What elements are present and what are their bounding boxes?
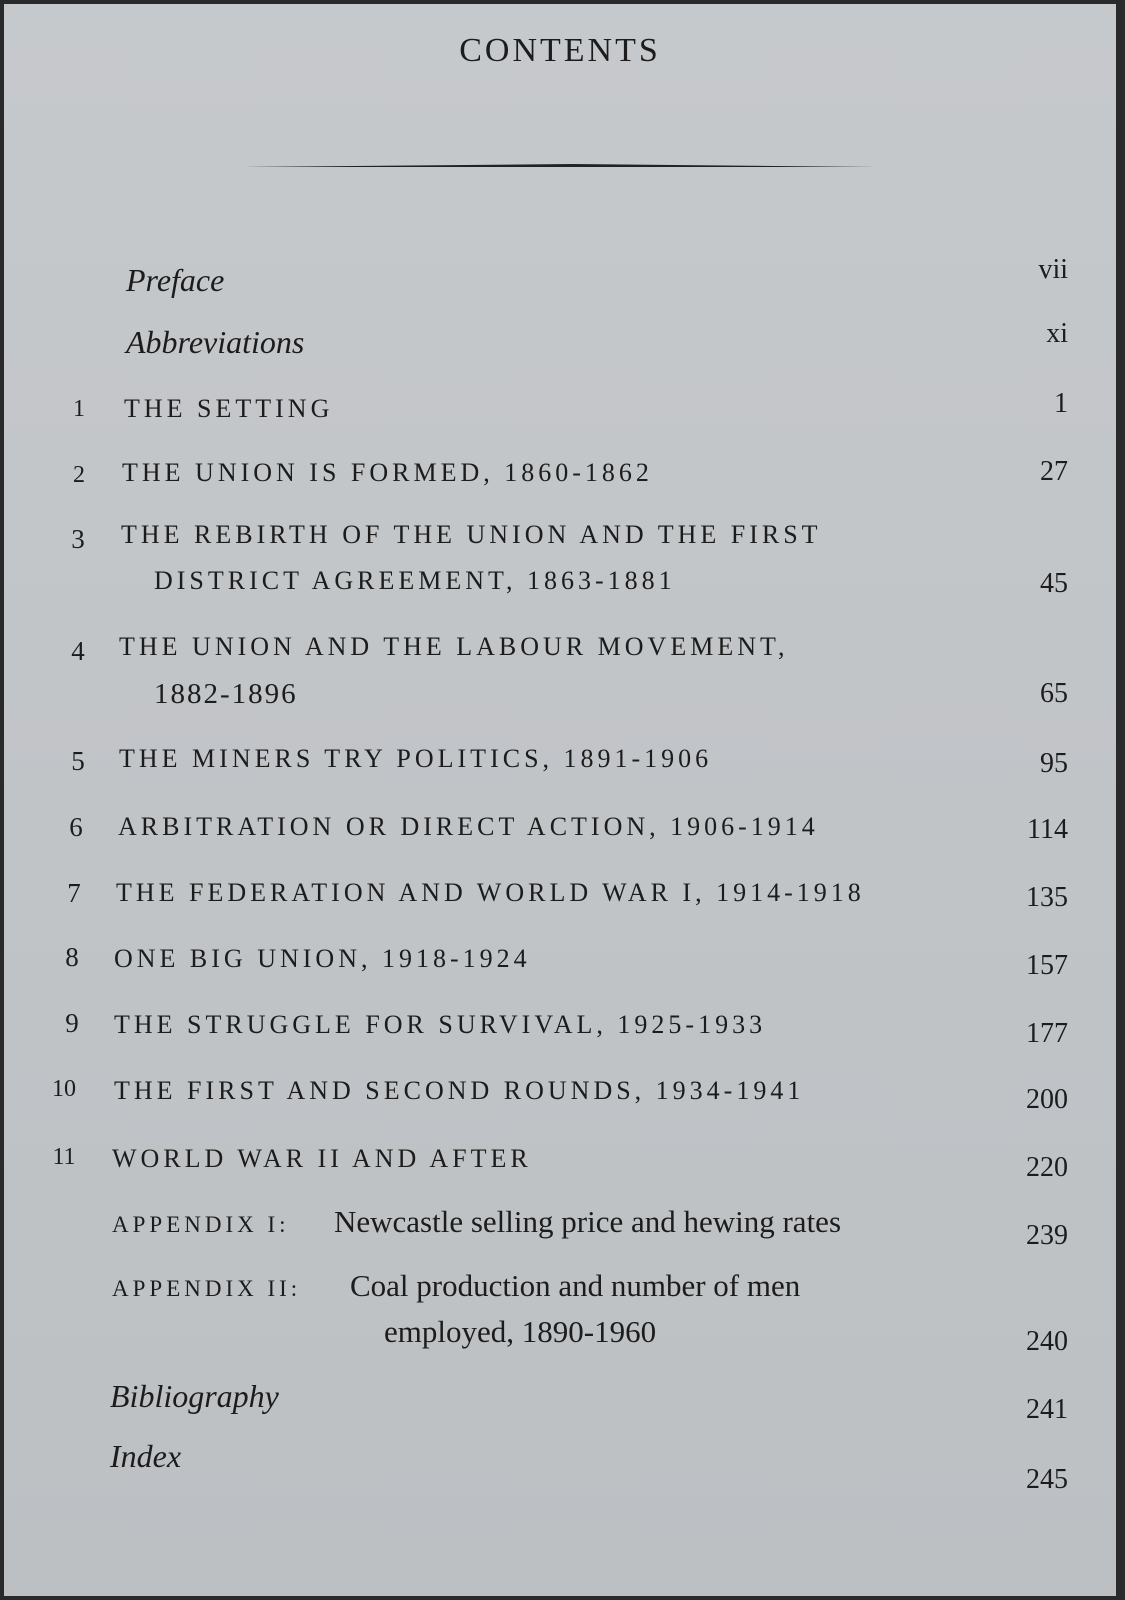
chapter-title: ONE BIG UNION, 1918-1924 [114,944,531,973]
toc-entry-index: Index [110,1438,182,1474]
chapter-number: 4 [71,636,85,666]
book-page [4,4,1116,1596]
chapter-number: 2 [73,462,85,488]
chapter-page: 177 [1026,1018,1068,1049]
chapter-title-continued: DISTRICT AGREEMENT, 1863-1881 [154,566,676,595]
chapter-title: WORLD WAR II AND AFTER [112,1144,532,1173]
appendix-title-continued: employed, 1890-1960 [384,1314,657,1349]
chapter-number: 9 [65,1008,79,1038]
toc-entry-bibliography: Bibliography [110,1378,279,1414]
chapter-title: THE REBIRTH OF THE UNION AND THE FIRST [121,520,822,549]
chapter-title: THE UNION IS FORMED, 1860-1862 [122,458,653,487]
chapter-title: THE FEDERATION AND WORLD WAR I, 1914-1918 [116,878,865,907]
chapter-title: ARBITRATION OR DIRECT ACTION, 1906-1914 [118,812,819,841]
chapter-page: 220 [1026,1152,1068,1183]
chapter-title: THE MINERS TRY POLITICS, 1891-1906 [119,744,713,773]
toc-entry-preface: Preface [126,262,225,298]
chapter-number: 10 [52,1076,76,1102]
chapter-number: 1 [73,396,85,422]
chapter-title: THE STRUGGLE FOR SURVIVAL, 1925-1933 [114,1010,767,1039]
chapter-title: THE SETTING [124,394,334,423]
chapter-page: 45 [1040,568,1068,599]
appendix-label: APPENDIX II: [112,1276,302,1301]
appendix-title: Coal production and number of men [350,1268,801,1303]
chapter-number: 11 [52,1144,76,1170]
chapter-title: THE FIRST AND SECOND ROUNDS, 1934-1941 [114,1076,805,1105]
chapter-page: 200 [1026,1084,1068,1115]
appendix-page: 239 [1026,1220,1068,1251]
chapter-page: 65 [1040,678,1068,709]
chapter-number: 7 [67,878,81,908]
appendix-page: 240 [1026,1326,1068,1357]
chapter-page: 157 [1026,950,1068,981]
chapter-page: 95 [1040,748,1068,779]
chapter-page: 114 [1027,814,1068,845]
chapter-page: 135 [1026,882,1068,913]
toc-page-abbreviations: xi [1046,318,1068,349]
page-title: CONTENTS [459,32,661,69]
toc-page-preface: vii [1038,254,1068,285]
chapter-number: 6 [69,812,83,842]
chapter-page: 27 [1040,456,1068,487]
chapter-number: 3 [71,524,85,554]
toc-page-bibliography: 241 [1026,1394,1068,1425]
toc-entry-abbreviations: Abbreviations [126,324,305,360]
chapter-number: 8 [65,942,79,972]
chapter-title-continued: 1882-1896 [154,678,298,710]
appendix-title: Newcastle selling price and hewing rates [334,1204,842,1239]
chapter-number: 5 [71,746,85,776]
chapter-title: THE UNION AND THE LABOUR MOVEMENT, [119,632,789,661]
appendix-label: APPENDIX I: [112,1212,290,1237]
toc-page-index: 245 [1026,1464,1068,1495]
chapter-page: 1 [1054,388,1068,419]
title-rule [244,164,876,167]
